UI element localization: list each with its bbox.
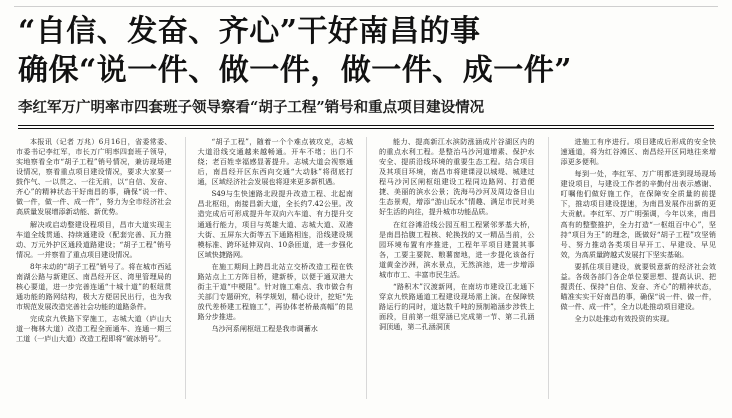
article-column-2: [185, 137, 354, 399]
paragraph: 8年未动的“胡子工程”销号了。将在城市西延南湖公路与新建区、南昌经开区、湾里管理局的核心要道，进一步完善连通“十城十道”的枢纽贯通功能的路网结构，极大方便居民出行，也为我市规范发展改造完善社会功能的道路条件。: [16, 261, 172, 312]
paragraph: 每到一处，李红军、万广明都进到现场现场建设项目，与建设工作者的辛勤付出表示感谢、叮嘱他们做好施工作，在保障安全质量的前提下，推动项目建设提速，为南昌发展作出新的更大贡献。李红军、万广明强调，今年以来，南昌高有的整整推护，全力打造“一枢组百中心”，坚持“项目为王”的理念，既做好“胡子工程”攻坚销号、努力推动各类项目早开工、早建设、早见效，为高质量跨越式发展打下坚实基础。: [560, 169, 716, 259]
paragraph: 在施工期间上跨昌北站立交桥改造工程在铁路站点上工方阵目桥，建新桥，以便于通双港大街主干道“中梗阻”。针对施工难点、我市做合有关部门专题研究，科学规划，精心设计，挖矩“先放代差桥建工程施工”，再协体老桥最高幅”的昆路分步推进。: [197, 261, 353, 322]
headline-block: [16, 14, 716, 129]
article-column-4: [548, 137, 717, 399]
paragraph: 在红谷滩沿线公园互相工程紧邻茅基大桥，是南昌拾腹工程核、轮换找的又一精品当前，公园环境布置有序推进，工程年平项目建置其事各，工要主要院、粮薯窗地，进一步提化该备行道黄金沙洲，滨水景点，无然滨池，进一步增添城市市工、丰富市民生活。: [379, 219, 535, 279]
headline-divider: [18, 125, 714, 129]
paragraph: 乌沙河系闸枢纽工程是我市调蓄水: [211, 324, 318, 334]
article-column-3: [366, 137, 535, 399]
subheadline: 李红军万广明率市四套班子领导察看“胡子工程”销号和重点项目建设情况: [18, 99, 485, 117]
paragraph: 进施工有序进行。项目建成后形成的安全快速通道，将为红谷滩区、南昌经开区同地往来增添更多便利。: [560, 137, 716, 167]
page-title-line-2: 确保“说一件、做一件，做一件、成一件”: [18, 52, 573, 88]
paragraph: “路积木”汉渡新网，在南坊市建设江北通下穿京九铁路通道工程建设现场需上演。在保障铁路运行的同时，道达数千吨的预制箱涵步涉铁上面段，目前第一组穿涵已完成第一节、第二孔涵洞顶通，第二孔涵洞顶: [379, 281, 535, 332]
paragraph: “胡子工程”，随着一个个难点被攻克，志城大道沿线交通越来越畅通。开车不堵；出门不绕；老百姓幸福感显著提升。志城大道会视察通后，南昌经开区东西向交通“大动脉”将彻底打通，区域经济社会发展也将迎来更多新机遇。: [197, 137, 353, 187]
paragraph: 能力、提高新江水滨防涨涵成片谷湖区内的的重点水利工程。是整治马沙河道增素、保护水安全、提质沿线环境的重要生态工程。结合项目及其项目环境，南昌市将建课浸以城堤、城建过程马沙河区闸枢纽建设工程同边路网、打造便捷、美丽的滨水公景；洗海马沙河及周边备目山生态景观，增添“游山玩水”情趣、满足市民对美好生活的向往，提升城市功能品质。: [379, 137, 535, 217]
paragraph: 完成京九铁路下穿施工，志城大道（庐山大道一梅林大道）改造工程全面通车、连通一期三工道（一庐山大道）改造工程即将“破冰销号”。: [16, 314, 172, 344]
article-column-1: [16, 137, 172, 399]
paragraph: 解决或启动整建设程项目，昌市大道实现主车道全线贯通、持续通建设（配套完善、瓦力推动、万元外护区通段道路建设；“胡子工程”销号情况。一并察看了重点项目建设情况。: [16, 219, 172, 259]
article-columns: [16, 137, 716, 399]
paragraph: 本报讯（记者 万兆）6月16日，省委常委、市委书记李红军，市长万广明率四套班子领导，实地察看全市“胡子工程”销号情况，兼访现场建设情况，察看重点项目建设情况，要求大家要一鼓作气、一以贯之、一往无前，以“自信、发奋、齐心”的精神状态干好南昌的事，确保“说一件、做一件，做一件、成一件”，努力为全市经济社会高质量发展增添新动能、新优势。: [16, 137, 172, 217]
top-divider: [14, 6, 718, 7]
paragraph: S49与生快速路北段提升改造工程、北起南昌北枢纽，南接昌新大道，全长约7.42公里。改造完成后可形成提升年双向六车道、有力提升交通通行能力，项目与英雄大道、志城大道、双港大街、五屏东大街等五下通路相连，沿线建设规模标准、跨环延伸双向、10条匝道，进一步强化区域快捷路网。: [197, 189, 353, 259]
paragraph: 要抓住项目建设，就要锐意新的经济社会效益。各级各部门各企单位要思想、提高认识、把握责任、保持“自信、发奋、齐心”的精神状态，瞄准实实干好南昌的事，确保“说一件、做一件，做一件、成一件”，全力以赴推动项目建设。: [560, 261, 716, 312]
page-title-line-1: “自信、发奋、齐心”干好南昌的事: [18, 14, 481, 49]
paragraph: 全力以赴推动有效投资的实现。: [574, 314, 674, 324]
